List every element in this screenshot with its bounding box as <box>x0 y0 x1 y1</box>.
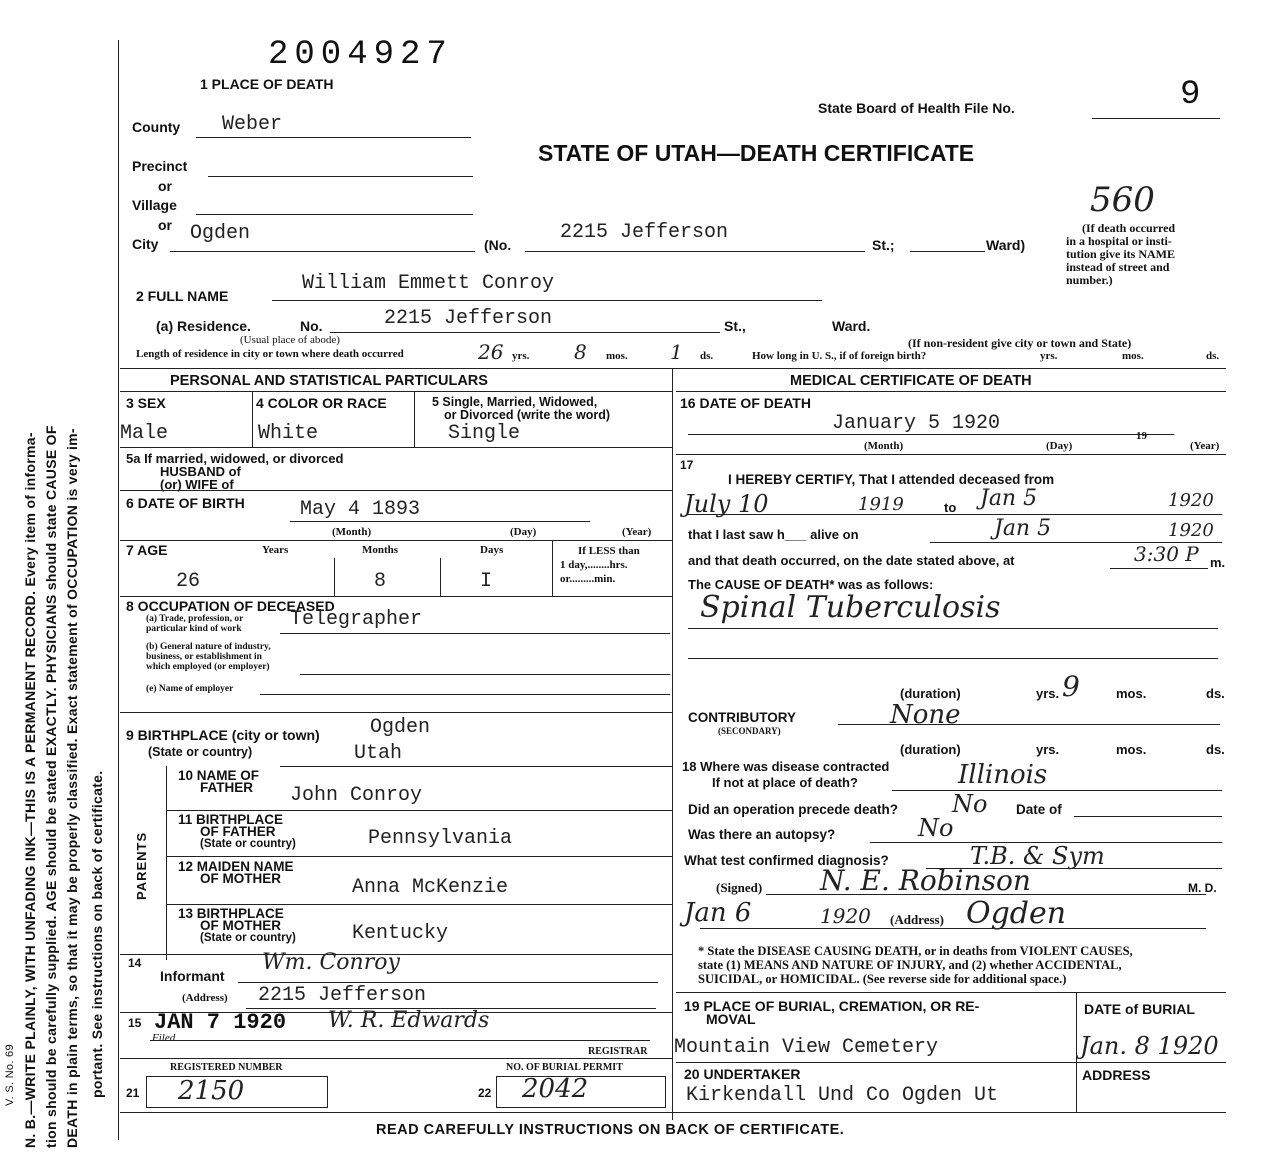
attended-to-date: Jan 5 <box>980 486 1038 511</box>
ward-label: Ward) <box>986 237 1026 253</box>
residence-st-label: St., <box>724 318 746 334</box>
attended-to-year: 1920 <box>1168 490 1214 511</box>
item-15-label: 15 <box>128 1016 142 1030</box>
physician-address: Ogden <box>966 896 1067 931</box>
century-prefix: 19 <box>1136 430 1147 442</box>
secondary-months-label: mos. <box>1116 742 1147 757</box>
mother-birthplace-label-line: 13 BIRTHPLACE <box>178 906 284 921</box>
signed-year: 1920 <box>820 904 871 928</box>
sex-value: Male <box>120 422 169 445</box>
or-label: or <box>158 217 172 233</box>
secondary-years-label: yrs. <box>1036 742 1060 757</box>
death-time: 3:30 P <box>1134 542 1199 566</box>
full-name-label: 2 FULL NAME <box>136 288 229 304</box>
hospital-note-line: tution give its NAME <box>1066 247 1175 261</box>
disease-contracted: Illinois <box>958 760 1048 790</box>
length-of-residence-label: Length of residence in city or town where death occurred <box>136 348 404 360</box>
burial-permit-label: NO. OF BURIAL PERMIT <box>506 1062 623 1073</box>
mother-name-label-line: 12 MAIDEN NAME <box>178 859 294 874</box>
father-name-label-line: 10 NAME OF <box>178 768 260 783</box>
duration-months-label: mos. <box>1116 686 1147 701</box>
county-label: County <box>132 119 181 135</box>
column-divider <box>672 368 673 1120</box>
marital-label <box>432 396 610 422</box>
to-label: to <box>944 500 957 515</box>
informant-label: Informant <box>160 968 225 984</box>
age-days-value: I <box>480 570 493 593</box>
burial-permit-number: 2042 <box>522 1074 589 1104</box>
us-residence-label: How long in U. S., if of foreign birth? <box>752 350 927 362</box>
birthplace-label: 9 BIRTHPLACE (city or town) <box>126 727 320 743</box>
father-birthplace: Pennsylvania <box>368 827 513 850</box>
city-value: Ogden <box>190 222 251 245</box>
contracted-label <box>682 759 889 791</box>
registered-number-label: REGISTERED NUMBER <box>170 1062 283 1073</box>
disease-note-line: SUICIDAL, or HOMICIDAL. (See reverse side for additional space.) <box>698 972 1067 986</box>
marital-value: Single <box>448 422 521 445</box>
birthplace-state: Utah <box>354 742 403 765</box>
mother-birthplace-label-line: OF MOTHER <box>200 918 281 933</box>
mother-birthplace-label <box>178 908 296 944</box>
age-years-label: Years <box>262 544 289 556</box>
spouse-label-line: 5a If married, widowed, or divorced <box>126 451 344 466</box>
side-instructions-3: DEATH in plain terms, so that it may be properly classified. Exact statement of OCCUPATION is very im- <box>64 428 80 1148</box>
occupation-b-line: which employed (or employer) <box>146 662 270 672</box>
last-saw-date: Jan 5 <box>994 516 1052 541</box>
certify-statement: I HEREBY CERTIFY, That I attended deceased from <box>728 472 1055 487</box>
autopsy-value: No <box>918 814 954 842</box>
hospital-note-line: (If death occurred <box>1082 221 1176 235</box>
age-label: 7 AGE <box>126 542 168 558</box>
street-no-label: (No. <box>484 237 512 253</box>
item-22-label: 22 <box>478 1086 492 1100</box>
marital-label-line: or Divorced (write the word) <box>444 408 610 422</box>
nonresident-note: (If non-resident give city or town and State) <box>908 336 1132 350</box>
burial-place-label-line: MOVAL <box>706 1011 756 1027</box>
hospital-number: 560 <box>1090 180 1155 220</box>
death-time-label: and that death occurred, on the date stated above, at <box>688 553 1015 568</box>
test-label: What test confirmed diagnosis? <box>684 853 889 868</box>
day-caption: (Day) <box>1046 440 1073 452</box>
occupation-a-line: (a) Trade, profession, or <box>146 614 244 624</box>
side-instructions-4: portant. See instructions on back of certificate. <box>89 770 105 1098</box>
years-unit: yrs. <box>1040 350 1058 362</box>
city-label: City <box>132 236 159 252</box>
mother-name: Anna McKenzie <box>352 876 509 899</box>
street-label: St.; <box>872 237 895 253</box>
meridiem-label: m. <box>1210 555 1226 570</box>
or-label: or <box>158 178 172 194</box>
footer-instructions: READ CAREFULLY INSTRUCTIONS ON BACK OF CERTIFICATE. <box>376 1122 845 1138</box>
usual-place-note: (Usual place of abode) <box>240 334 340 346</box>
attended-from-date: July 10 <box>684 490 769 518</box>
full-name-value: William Emmett Conroy <box>302 272 555 295</box>
document-title: STATE OF UTAH—DEATH CERTIFICATE <box>538 140 975 166</box>
undertaker-label: 20 UNDERTAKER <box>684 1066 801 1082</box>
contributory-cause: None <box>890 700 961 730</box>
medical-heading: MEDICAL CERTIFICATE OF DEATH <box>790 373 1032 389</box>
date-of-label: Date of <box>1016 802 1062 817</box>
item-14-label: 14 <box>128 956 142 970</box>
dob-value: May 4 1893 <box>300 498 421 521</box>
file-no-label: State Board of Health File No. <box>818 100 1015 116</box>
father-name-label-line: FATHER <box>200 780 253 795</box>
year-caption: (Year) <box>1190 440 1220 452</box>
signed-date: Jan 6 <box>684 898 752 928</box>
father-birthplace-label-line: (State or country) <box>200 838 296 850</box>
less-than-day-line: If LESS than <box>578 545 640 557</box>
disease-note-line: state (1) MEANS AND NATURE OF INJURY, and (2) whether ACCIDENTAL, <box>698 958 1122 972</box>
certificate-number: 2004927 <box>268 36 453 74</box>
occupation-b-line: business, or establishment in <box>146 652 262 662</box>
hospital-note-line: in a hospital or insti- <box>1066 234 1172 248</box>
cause-label: The CAUSE OF DEATH* was as follows: <box>688 577 934 592</box>
residence-days: 1 <box>670 340 683 364</box>
disease-note <box>698 944 1133 986</box>
occupation-value: Telegrapher <box>290 608 423 631</box>
signed-label: (Signed) <box>716 880 763 895</box>
filed-label: Filed <box>152 1032 176 1044</box>
disease-note-line: * State the DISEASE CAUSING DEATH, or in deaths from VIOLENT CAUSES, <box>698 944 1133 958</box>
hospital-note-line: instead of street and <box>1066 260 1170 274</box>
years-unit: yrs. <box>512 350 530 362</box>
residence-months: 8 <box>574 340 587 364</box>
age-months-label: Months <box>362 544 399 556</box>
mother-name-label <box>178 861 294 885</box>
month-caption: (Month) <box>332 526 372 538</box>
filed-date: JAN 7 1920 <box>154 1010 287 1035</box>
residence-value: 2215 Jefferson <box>384 307 553 330</box>
contracted-label-line: 18 Where was disease contracted <box>682 759 890 774</box>
employer-label: (e) Name of employer <box>146 684 234 694</box>
residence-years: 26 <box>478 340 504 364</box>
age-years-value: 26 <box>176 570 201 593</box>
occupation-b-label <box>146 642 271 672</box>
contributory-label: CONTRIBUTORY <box>688 710 796 725</box>
last-saw-year: 1920 <box>1168 520 1214 541</box>
spouse-label-line: HUSBAND of <box>160 464 241 479</box>
informant-address: 2215 Jefferson <box>258 984 427 1007</box>
mother-birthplace-label-line: (State or country) <box>200 932 296 944</box>
age-days-label: Days <box>480 544 504 556</box>
form-number: V. S. No. 69 <box>4 1044 16 1106</box>
md-label: M. D. <box>1188 881 1217 895</box>
county-value: Weber <box>222 113 283 136</box>
less-than-day-line: or.........min. <box>560 573 616 585</box>
contracted-label-line: If not at place of death? <box>712 775 858 790</box>
registrar-label: REGISTRAR <box>588 1046 648 1057</box>
duration-years: 9 <box>1062 670 1080 703</box>
item-17-label: 17 <box>680 458 694 472</box>
father-birthplace-label <box>178 814 296 850</box>
item-21-label: 21 <box>126 1086 140 1100</box>
less-than-day <box>560 544 640 586</box>
burial-date: Jan. 8 1920 <box>1080 1032 1219 1060</box>
file-no: 9 <box>1180 76 1201 114</box>
duration-days-label: ds. <box>1206 686 1225 701</box>
side-instructions-1: N. B.—WRITE PLAINLY, WITH UNFADING INK—THIS IS A PERMANENT RECORD. Every item of informa- <box>22 432 38 1148</box>
residence-label: (a) Residence. <box>156 318 251 334</box>
residence-no-label: No. <box>300 318 323 334</box>
burial-place-label-line: 19 PLACE OF BURIAL, CREMATION, OR RE- <box>684 998 980 1014</box>
burial-place-label <box>684 1000 979 1026</box>
parents-label: PARENTS <box>134 831 149 900</box>
street-address: 2215 Jefferson <box>560 221 729 244</box>
occupation-label: 8 OCCUPATION OF DECEASED <box>126 598 335 614</box>
occupation-b-line: (b) General nature of industry, <box>146 642 271 652</box>
age-months-value: 8 <box>374 570 387 593</box>
secondary-days-label: ds. <box>1206 742 1225 757</box>
duration-label: (duration) <box>900 686 961 701</box>
personal-heading: PERSONAL AND STATISTICAL PARTICULARS <box>170 373 488 389</box>
less-than-day-line: 1 day,........hrs. <box>560 559 628 571</box>
operation-value: No <box>952 790 988 818</box>
color-label: 4 COLOR OR RACE <box>256 395 387 411</box>
residence-ward-label: Ward. <box>832 318 871 334</box>
day-caption: (Day) <box>510 526 537 538</box>
secondary-label: (SECONDARY) <box>718 726 781 736</box>
marital-label-line: 5 Single, Married, Widowed, <box>432 395 598 409</box>
burial-date-label: DATE of BURIAL <box>1084 1001 1195 1017</box>
days-unit: ds. <box>700 350 714 362</box>
date-of-death-label: 16 DATE OF DEATH <box>680 395 811 411</box>
birthplace-state-label: (State or country) <box>148 745 253 759</box>
registered-number: 2150 <box>178 1076 245 1106</box>
last-saw-label: that I last saw h___ alive on <box>688 527 859 542</box>
father-name-label <box>178 770 259 794</box>
village-label: Village <box>132 197 177 213</box>
spouse-label-line: (or) WIFE of <box>160 477 234 492</box>
dob-label: 6 DATE OF BIRTH <box>126 495 245 511</box>
month-caption: (Month) <box>864 440 904 452</box>
months-unit: mos. <box>606 350 628 362</box>
mother-name-label-line: OF MOTHER <box>200 871 281 886</box>
duration-years-label: yrs. <box>1036 686 1060 701</box>
days-unit: ds. <box>1206 350 1220 362</box>
mother-birthplace: Kentucky <box>352 922 449 945</box>
test-value: T.B. & Sym <box>970 842 1105 870</box>
physician-signature: N. E. Robinson <box>820 864 1031 897</box>
year-caption: (Year) <box>622 526 652 538</box>
attended-from-year: 1919 <box>858 494 904 515</box>
cause-of-death: Spinal Tuberculosis <box>700 590 1001 625</box>
physician-address-label: (Address) <box>890 912 944 927</box>
father-birthplace-label-line: OF FATHER <box>200 824 276 839</box>
color-value: White <box>258 422 319 445</box>
spouse-label <box>126 452 343 491</box>
registrar-signature: W. R. Edwards <box>328 1008 490 1033</box>
months-unit: mos. <box>1122 350 1144 362</box>
birthplace-city: Ogden <box>370 716 431 739</box>
date-of-death: January 5 1920 <box>832 412 1001 435</box>
occupation-a-label <box>146 614 243 634</box>
sex-label: 3 SEX <box>126 395 166 411</box>
undertaker-address-label: ADDRESS <box>1082 1067 1151 1083</box>
informant-address-label: (Address) <box>182 992 228 1004</box>
father-name: John Conroy <box>290 784 423 807</box>
occupation-a-line: particular kind of work <box>146 624 242 634</box>
informant-signature: Wm. Conroy <box>262 950 400 975</box>
autopsy-label: Was there an autopsy? <box>688 827 836 842</box>
place-of-death-label: 1 PLACE OF DEATH <box>200 76 334 92</box>
father-birthplace-label-line: 11 BIRTHPLACE <box>178 812 284 827</box>
burial-place: Mountain View Cemetery <box>674 1036 939 1059</box>
operation-label: Did an operation precede death? <box>688 802 899 817</box>
undertaker: Kirkendall Und Co Ogden Ut <box>686 1084 999 1107</box>
side-instructions-2: tion should be carefully supplied. AGE should be stated EXACTLY. PHYSICIANS should state CAUSE OF <box>43 425 59 1148</box>
hospital-note <box>1066 222 1175 287</box>
hospital-note-line: number.) <box>1066 273 1113 287</box>
duration-secondary-label: (duration) <box>900 742 961 757</box>
precinct-label: Precinct <box>132 158 188 174</box>
left-border <box>118 40 119 1140</box>
